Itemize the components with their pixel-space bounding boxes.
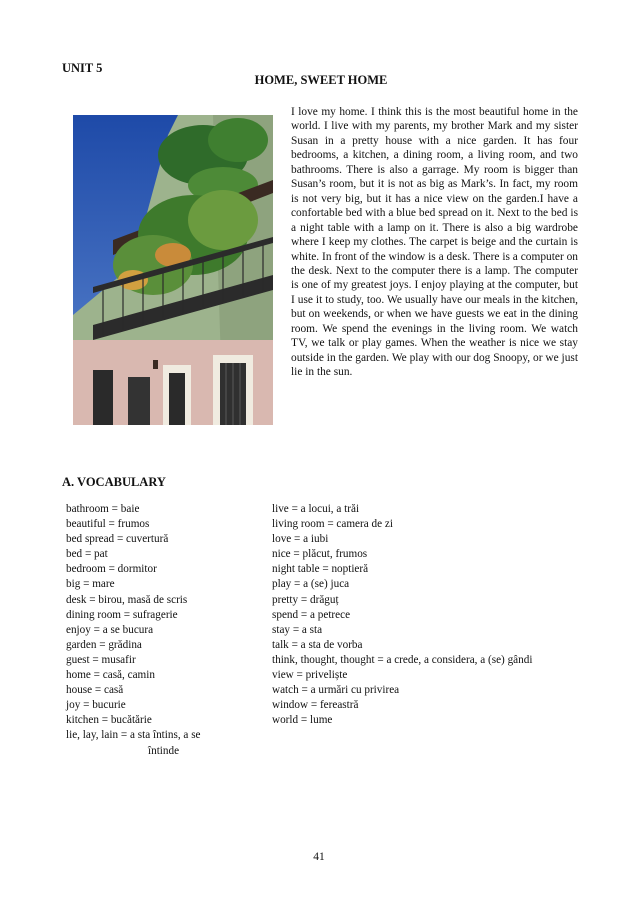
- vocabulary-heading: A. VOCABULARY: [62, 475, 166, 489]
- vocab-item: bedroom = dormitor: [66, 563, 157, 576]
- vocab-item: enjoy = a se bucura: [66, 623, 154, 636]
- vocab-item: garden = grădina: [66, 638, 142, 651]
- page-title: HOME, SWEET HOME: [254, 73, 388, 87]
- vocab-item: watch = a urmări cu privirea: [272, 684, 400, 697]
- vocab-item: talk = a sta de vorba: [272, 638, 363, 651]
- vocab-item: desk = birou, masă de scris: [66, 593, 188, 606]
- vocab-item: home = casă, camin: [66, 669, 155, 682]
- vocab-item: nice = plăcut, frumos: [272, 548, 368, 561]
- page-number: 41: [313, 851, 325, 863]
- vocab-item: bed spread = cuvertură: [66, 533, 169, 546]
- vocab-item: dining room = sufragerie: [66, 608, 178, 621]
- vocabulary-list-right: [272, 502, 592, 728]
- vocab-item-line2: întinde: [148, 744, 180, 757]
- unit-label: UNIT 5: [62, 61, 103, 75]
- vocab-item: night table = noptieră: [272, 563, 369, 576]
- vocab-item: kitchen = bucătărie: [66, 714, 152, 727]
- vocab-item: house = casă: [66, 684, 124, 697]
- vocab-item: live = a locui, a trăi: [272, 503, 360, 515]
- vocab-item: window = fereastră: [272, 699, 359, 712]
- story-text: I love my home. I think this is the most beautiful home in the world. I live with my parents, my brother Mark and my sister Susan in a pretty house with a nice garden. It has four bedrooms, a kitchen, a dining room, a living room, and two bathrooms. There is also a garrage. My room is bigger than Susan’s room, but it is not as big as Mark’s. In fact, my room is not very big, but it has a nice view on the garden.I have a confortable bed with a blue bed spread on it. Next to the bed is a night table with a lamp on it. There is also a big wardrobe where I keep my clothes. The carpet is beige and the curtain is white. In front of the window is a desk. There is a computer on the desk. Next to the computer there is a lamp. The computer is one of my greatest joys. I enjoy playing at the computer, but I use it to study, too. We usually have our meals in the kitchen, but on weekends, or when we have guests we eat in the dining room. We spend the evenings in the living room. We watch TV, we talk or play games. When the weather is nice we stay outside in the garden. We play with our dog Snoopy, or we just lie in the sun.: [291, 106, 578, 379]
- vocabulary-list-left: [66, 502, 256, 759]
- vocab-item: think, thought, thought = a crede, a considera, a (se) gândi: [272, 653, 533, 666]
- vocab-item: view = priveliște: [272, 669, 348, 682]
- vocab-item: spend = a petrece: [272, 608, 351, 621]
- house-balcony-photo: [73, 115, 273, 425]
- vocab-item: world = lume: [272, 714, 333, 727]
- vocab-item: stay = a sta: [272, 623, 323, 636]
- vocab-item: guest = musafir: [66, 653, 136, 666]
- vocab-item-line1: lie, lay, lain = a sta întins, a se: [66, 729, 201, 742]
- vocab-item: play = a (se) juca: [272, 578, 350, 591]
- vocab-item: bed = pat: [66, 548, 108, 561]
- vocab-item: big = mare: [66, 578, 115, 591]
- vocab-item: pretty = drăguț: [272, 593, 339, 606]
- vocab-item: bathroom = baie: [66, 503, 140, 515]
- vocab-item: joy = bucurie: [66, 699, 126, 712]
- vocab-item: beautiful = frumos: [66, 518, 150, 531]
- vocab-item: love = a iubi: [272, 533, 329, 546]
- vocab-item: [66, 728, 256, 758]
- vocab-item: living room = camera de zi: [272, 518, 393, 531]
